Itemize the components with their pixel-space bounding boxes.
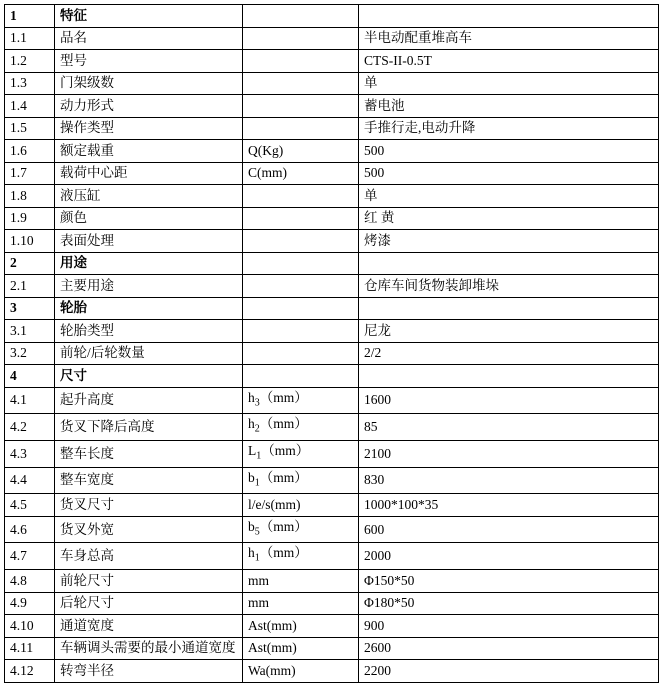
unit-subscript: 3 — [254, 397, 260, 409]
row-unit-cell — [243, 207, 359, 230]
table-row — [5, 162, 659, 185]
row-number-cell: 1.2 — [5, 50, 55, 73]
row-name-cell: 额定载重 — [55, 140, 243, 163]
row-unit-cell — [243, 275, 359, 298]
row-value-cell: 500 — [359, 162, 659, 185]
table-row — [5, 72, 659, 95]
row-value-cell: 红 黄 — [359, 207, 659, 230]
row-unit-cell: $L_1(mm)$ — [243, 440, 359, 467]
row-name-cell: 型号 — [55, 50, 243, 73]
row-value-cell: 1600 — [359, 387, 659, 414]
table-row — [5, 660, 659, 683]
row-number-cell: 3.1 — [5, 320, 55, 343]
row-unit-cell — [243, 185, 359, 208]
row-unit-cell — [243, 5, 359, 28]
row-unit-cell: $b_1(mm)$ — [243, 467, 359, 494]
row-number-cell: 1.9 — [5, 207, 55, 230]
row-name-cell: 品名 — [55, 27, 243, 50]
row-unit-cell: $h_1(mm)$ — [243, 543, 359, 570]
unit-subscript: 1 — [254, 553, 260, 565]
row-number-cell: 4.11 — [5, 637, 55, 660]
row-name-cell: 表面处理 — [55, 230, 243, 253]
row-value-cell: 2600 — [359, 637, 659, 660]
row-value-cell: 2/2 — [359, 342, 659, 365]
row-value-cell: 烤漆 — [359, 230, 659, 253]
row-name-cell: 门架级数 — [55, 72, 243, 95]
row-value-cell: 830 — [359, 467, 659, 494]
row-name-cell: 颜色 — [55, 207, 243, 230]
row-number-cell: 1.7 — [5, 162, 55, 185]
row-number-cell: 4 — [5, 365, 55, 388]
row-name-cell: 轮胎类型 — [55, 320, 243, 343]
row-unit-cell: Wa(mm) — [243, 660, 359, 683]
row-unit-cell: l/e/s(mm) — [243, 494, 359, 517]
row-name-cell: 车辆调头需要的最小通道宽度 — [55, 637, 243, 660]
row-number-cell: 4.12 — [5, 660, 55, 683]
row-unit-cell — [243, 297, 359, 320]
row-number-cell: 1.4 — [5, 95, 55, 118]
row-name-cell: 轮胎 — [55, 297, 243, 320]
table-row — [5, 592, 659, 615]
row-value-cell: CTS-II-0.5T — [359, 50, 659, 73]
row-number-cell: 4.4 — [5, 467, 55, 494]
row-unit-cell — [243, 230, 359, 253]
unit-subscript: 2 — [254, 423, 260, 435]
table-section-row — [5, 365, 659, 388]
row-value-cell: 尼龙 — [359, 320, 659, 343]
row-unit-cell: $b_5(mm)$ — [243, 516, 359, 543]
row-unit-cell — [243, 342, 359, 365]
row-unit-cell: Q(Kg) — [243, 140, 359, 163]
row-name-cell: 前轮尺寸 — [55, 570, 243, 593]
row-unit-cell — [243, 27, 359, 50]
row-number-cell: 1 — [5, 5, 55, 28]
row-unit-cell — [243, 320, 359, 343]
row-number-cell: 2.1 — [5, 275, 55, 298]
table-row — [5, 516, 659, 543]
table-row — [5, 275, 659, 298]
table-row — [5, 207, 659, 230]
table-row — [5, 230, 659, 253]
row-unit-cell — [243, 50, 359, 73]
row-value-cell: 900 — [359, 615, 659, 638]
row-name-cell: 用途 — [55, 252, 243, 275]
row-unit-cell: Ast(mm) — [243, 615, 359, 638]
row-name-cell: 液压缸 — [55, 185, 243, 208]
row-number-cell: 3 — [5, 297, 55, 320]
row-unit-cell: $h_3(mm)$ — [243, 387, 359, 414]
row-value-cell: 2000 — [359, 543, 659, 570]
table-row — [5, 414, 659, 441]
table-row — [5, 637, 659, 660]
unit-subscript: 1 — [254, 477, 260, 489]
row-unit-cell — [243, 117, 359, 140]
unit-subscript: 5 — [254, 526, 260, 538]
row-value-cell: 2200 — [359, 660, 659, 683]
row-name-cell: 转弯半径 — [55, 660, 243, 683]
unit-subscript: 1 — [256, 450, 262, 462]
row-name-cell: 整车长度 — [55, 440, 243, 467]
table-row — [5, 185, 659, 208]
table-row — [5, 387, 659, 414]
row-value-cell: 500 — [359, 140, 659, 163]
row-number-cell: 1.6 — [5, 140, 55, 163]
row-number-cell: 2 — [5, 252, 55, 275]
row-value-cell: 单 — [359, 185, 659, 208]
row-value-cell — [359, 365, 659, 388]
table-section-row — [5, 5, 659, 28]
row-number-cell: 4.9 — [5, 592, 55, 615]
row-value-cell: 85 — [359, 414, 659, 441]
row-unit-cell: $h_2(mm)$ — [243, 414, 359, 441]
table-row — [5, 140, 659, 163]
row-number-cell: 4.2 — [5, 414, 55, 441]
row-unit-cell — [243, 252, 359, 275]
row-value-cell: 仓库车间货物装卸堆垛 — [359, 275, 659, 298]
table-row — [5, 440, 659, 467]
row-number-cell: 1.3 — [5, 72, 55, 95]
row-value-cell: 1000*100*35 — [359, 494, 659, 517]
table-row — [5, 320, 659, 343]
row-value-cell: Φ150*50 — [359, 570, 659, 593]
row-value-cell: 手推行走,电动升降 — [359, 117, 659, 140]
row-number-cell: 4.10 — [5, 615, 55, 638]
table-row — [5, 95, 659, 118]
table-row — [5, 117, 659, 140]
row-name-cell: 货叉下降后高度 — [55, 414, 243, 441]
row-number-cell: 1.5 — [5, 117, 55, 140]
table-row — [5, 543, 659, 570]
table-row — [5, 342, 659, 365]
row-value-cell: Φ180*50 — [359, 592, 659, 615]
table-row — [5, 467, 659, 494]
row-name-cell: 货叉尺寸 — [55, 494, 243, 517]
row-unit-cell: mm — [243, 570, 359, 593]
row-value-cell — [359, 252, 659, 275]
row-name-cell: 尺寸 — [55, 365, 243, 388]
row-name-cell: 车身总高 — [55, 543, 243, 570]
row-name-cell: 货叉外宽 — [55, 516, 243, 543]
row-unit-cell — [243, 72, 359, 95]
row-unit-cell: mm — [243, 592, 359, 615]
row-value-cell: 2100 — [359, 440, 659, 467]
row-value-cell: 蓄电池 — [359, 95, 659, 118]
specification-table-body — [5, 5, 659, 683]
row-value-cell: 600 — [359, 516, 659, 543]
row-number-cell: 4.3 — [5, 440, 55, 467]
row-number-cell: 1.8 — [5, 185, 55, 208]
row-value-cell: 单 — [359, 72, 659, 95]
row-value-cell — [359, 297, 659, 320]
row-name-cell: 主要用途 — [55, 275, 243, 298]
row-name-cell: 操作类型 — [55, 117, 243, 140]
row-number-cell: 1.10 — [5, 230, 55, 253]
row-value-cell: 半电动配重堆高车 — [359, 27, 659, 50]
row-name-cell: 整车宽度 — [55, 467, 243, 494]
row-unit-cell — [243, 95, 359, 118]
row-number-cell: 1.1 — [5, 27, 55, 50]
table-row — [5, 50, 659, 73]
table-row — [5, 570, 659, 593]
table-row — [5, 494, 659, 517]
row-unit-cell — [243, 365, 359, 388]
row-number-cell: 3.2 — [5, 342, 55, 365]
row-number-cell: 4.7 — [5, 543, 55, 570]
specification-table — [4, 4, 659, 683]
row-name-cell: 动力形式 — [55, 95, 243, 118]
row-unit-cell: Ast(mm) — [243, 637, 359, 660]
row-name-cell: 通道宽度 — [55, 615, 243, 638]
row-name-cell: 前轮/后轮数量 — [55, 342, 243, 365]
row-name-cell: 起升高度 — [55, 387, 243, 414]
table-section-row — [5, 297, 659, 320]
row-number-cell: 4.6 — [5, 516, 55, 543]
table-section-row — [5, 252, 659, 275]
row-number-cell: 4.8 — [5, 570, 55, 593]
row-unit-cell: C(mm) — [243, 162, 359, 185]
row-name-cell: 特征 — [55, 5, 243, 28]
row-value-cell — [359, 5, 659, 28]
row-number-cell: 4.1 — [5, 387, 55, 414]
row-name-cell: 载荷中心距 — [55, 162, 243, 185]
row-name-cell: 后轮尺寸 — [55, 592, 243, 615]
row-number-cell: 4.5 — [5, 494, 55, 517]
table-row — [5, 27, 659, 50]
